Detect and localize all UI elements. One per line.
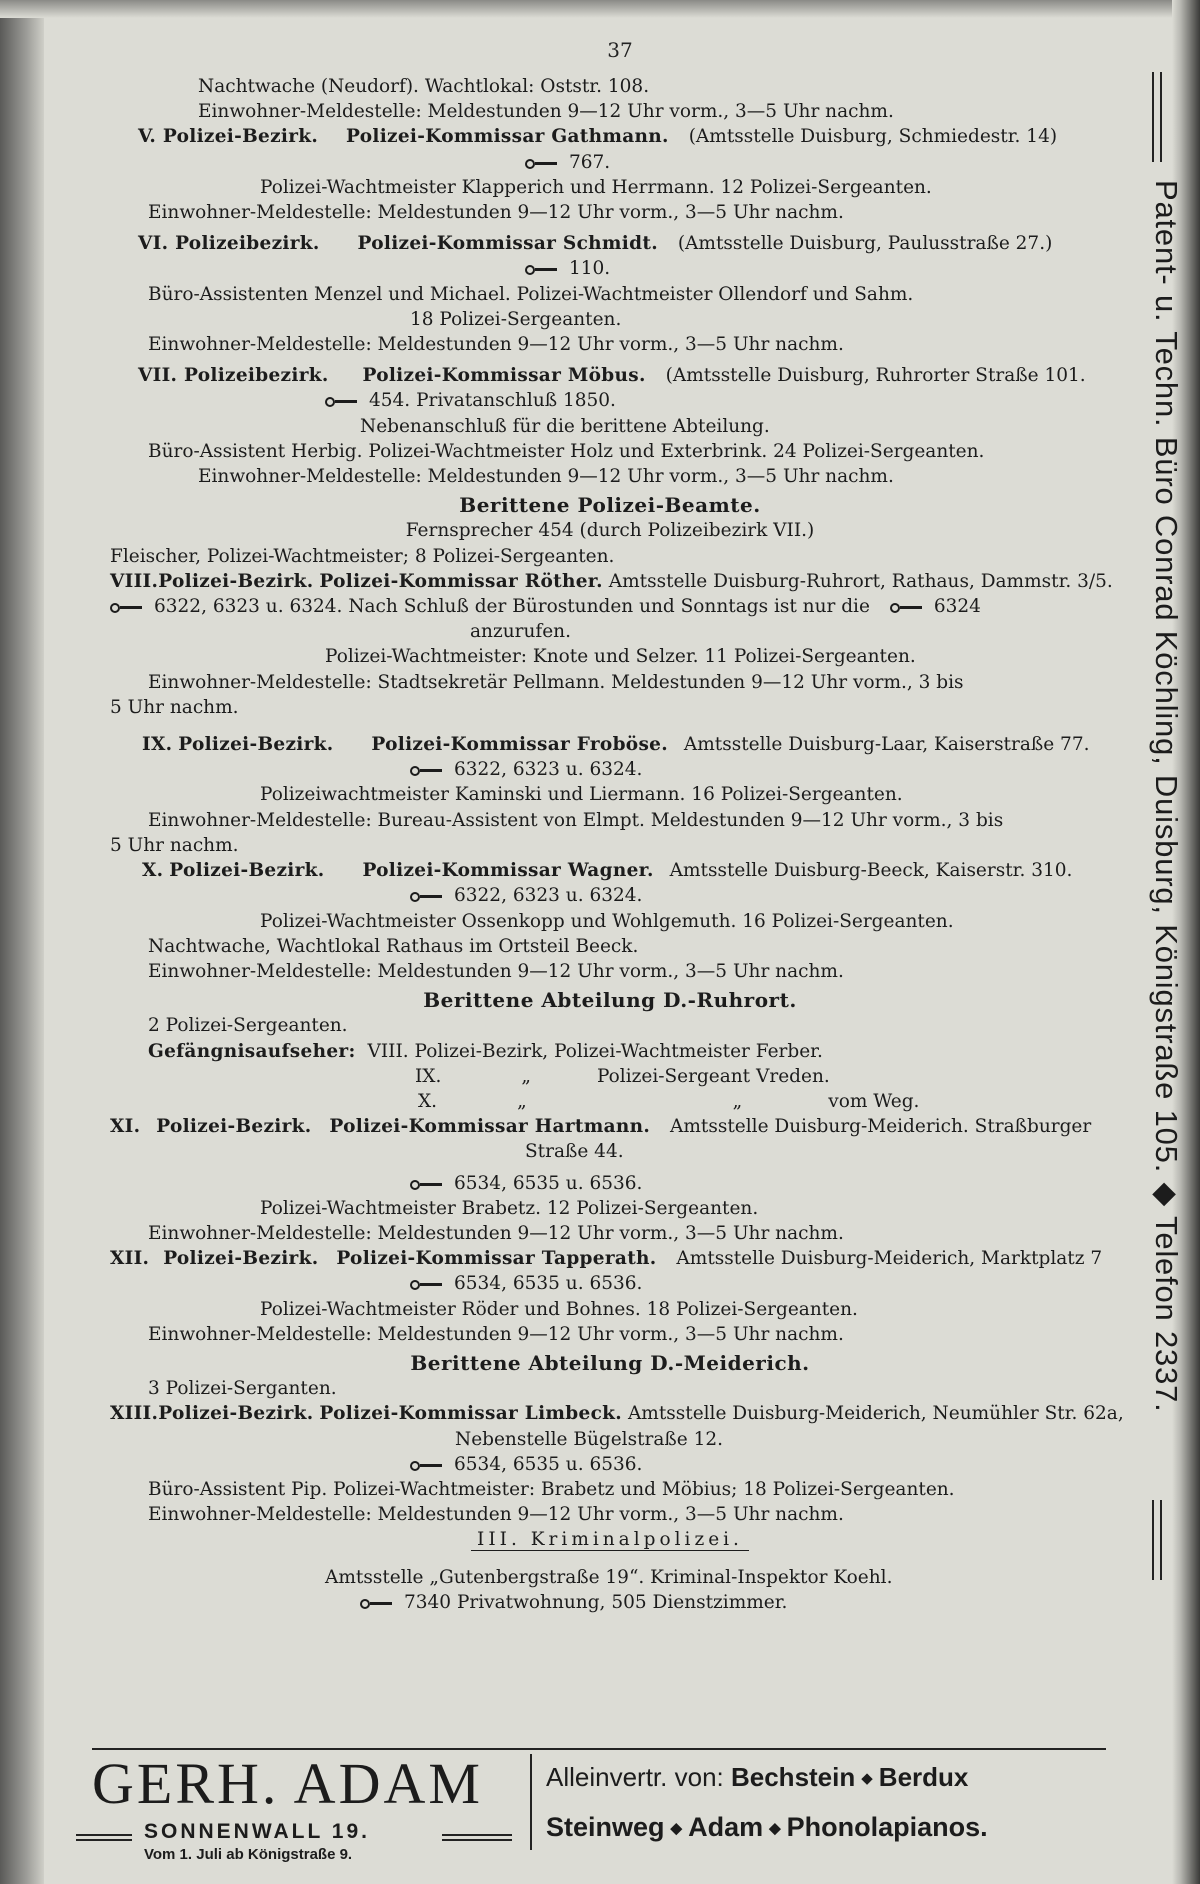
phone-line: 767. [110, 150, 1110, 175]
phone-line: 110. [110, 256, 1110, 281]
text-line: Einwohner-Meldestelle: Meldestunden 9—12 Uhr vorm., 3—5 Uhr nachm. [198, 101, 894, 123]
text-line: 5 Uhr nachm. [110, 834, 239, 856]
diamond-icon: ◆ [769, 1820, 781, 1837]
text-line: X. „ „ vom Weg. [418, 1090, 920, 1112]
text-line: 3 Polizei-Serganten. [148, 1378, 337, 1400]
text-line: Fernsprecher 454 (durch Polizeibezirk VII.) [405, 520, 815, 542]
page-number: 37 [607, 38, 633, 62]
district-heading-v: V. Polizei-Bezirk. Polizei-Kommissar Gathmann. (Amtsstelle Duisburg, Schmiedestr. 14) [138, 126, 1058, 148]
brand-line: Alleinvertr. von: Bechstein ◆ Berdux [546, 1762, 969, 1792]
text-line: Polizei-Wachtmeister Klapperich und Herrmann. 12 Polizei-Sergeanten. [260, 176, 932, 198]
divider [1152, 1500, 1154, 1580]
text-line: Polizei-Wachtmeister: Knote und Selzer. 11 Polizei-Sergeanten. [325, 646, 916, 668]
telephone-icon [410, 764, 444, 776]
text-line: 2 Polizei-Sergeanten. [148, 1015, 348, 1037]
telephone-icon [325, 395, 359, 407]
text-line: Einwohner-Meldestelle: Meldestunden 9—12 Uhr vorm., 3—5 Uhr nachm. [148, 960, 844, 982]
text-line: Straße 44. [525, 1141, 624, 1163]
divider [92, 1748, 1106, 1750]
text-line: Fleischer, Polizei-Wachtmeister; 8 Polizei-Sergeanten. [110, 545, 615, 567]
diamond-icon: ◆ [861, 1770, 873, 1787]
telephone-icon [360, 1597, 394, 1609]
telephone-icon [410, 1278, 444, 1290]
text-line: Gefängnisaufseher: VIII. Polizei-Bezirk, Polizei-Wachtmeister Ferber. [148, 1040, 823, 1062]
text-line: Polizei-Wachtmeister Röder und Bohnes. 18 Polizei-Sergeanten. [260, 1298, 858, 1320]
phone-line: 6322, 6323 u. 6324. Nach Schluß der Bürostunden und Sonntags ist nur die 6324 [110, 594, 1110, 619]
divider [76, 1839, 132, 1841]
phone-line: 6534, 6535 u. 6536. [110, 1452, 1110, 1477]
text-line: Einwohner-Meldestelle: Meldestunden 9—12 Uhr vorm., 3—5 Uhr nachm. [148, 202, 844, 224]
text-line: 5 Uhr nachm. [110, 696, 239, 718]
divider [530, 1754, 532, 1850]
section-heading: Berittene Abteilung D.-Meiderich. [410, 1350, 810, 1375]
district-heading-x: X. Polizei-Bezirk. Polizei-Kommissar Wagner. Amtsstelle Duisburg-Beeck, Kaiserstr. 310. [142, 860, 1073, 882]
district-heading-xi: XI. Polizei-Bezirk. Polizei-Kommissar Hartmann. Amtsstelle Duisburg-Meiderich. Straßburger [110, 1116, 1092, 1138]
text-line: Einwohner-Meldestelle: Meldestunden 9—12 Uhr vorm., 3—5 Uhr nachm. [198, 466, 894, 488]
advertisement-brands [546, 1760, 1106, 1854]
text-line: Nebenanschluß für die berittene Abteilung. [360, 415, 770, 437]
divider [1160, 1500, 1162, 1580]
advertiser-note: Vom 1. Juli ab Königstraße 9. [144, 1846, 353, 1863]
telephone-icon [110, 601, 144, 613]
text-line: Polizeiwachtmeister Kaminski und Liermann. 16 Polizei-Sergeanten. [260, 784, 903, 806]
text-line: Amtsstelle „Gutenbergstraße 19“. Kriminal-Inspektor Koehl. [325, 1566, 893, 1588]
telephone-icon [890, 601, 924, 613]
district-heading-vi: VI. Polizeibezirk. Polizei-Kommissar Schmidt. (Amtsstelle Duisburg, Paulusstraße 27.) [138, 233, 1053, 255]
text-line: Einwohner-Meldestelle: Stadtsekretär Pellmann. Meldestunden 9—12 Uhr vorm., 3 bis [148, 671, 964, 693]
section-heading: III. Kriminalpolizei. [110, 1527, 1110, 1552]
district-heading-viii: VIII.Polizei-Bezirk. Polizei-Kommissar Röther. Amtsstelle Duisburg-Ruhrort, Rathaus, Dammstr. 3/5. [110, 570, 1113, 592]
text-line: Büro-Assistent Herbig. Polizei-Wachtmeister Holz und Exterbrink. 24 Polizei-Sergeanten. [148, 440, 985, 462]
diamond-icon: ◆ [670, 1820, 683, 1837]
document-body [110, 74, 1124, 1615]
phone-line: 6534, 6535 u. 6536. [110, 1171, 1110, 1196]
phone-line: 6322, 6323 u. 6324. [110, 757, 1110, 782]
district-heading-vii: VII. Polizeibezirk. Polizei-Kommissar Möbus. (Amtsstelle Duisburg, Ruhrorter Straße 101. [138, 365, 1086, 387]
district-heading-ix: IX. Polizei-Bezirk. Polizei-Kommissar Froböse. Amtsstelle Duisburg-Laar, Kaiserstraße 77. [142, 734, 1090, 756]
text-line: 18 Polizei-Sergeanten. [410, 308, 622, 330]
district-heading-xiii: XIII.Polizei-Bezirk. Polizei-Kommissar Limbeck. Amtsstelle Duisburg-Meiderich, Neumühler Str. 62a, [110, 1403, 1124, 1425]
text-line: IX. „ Polizei-Sergeant Vreden. [415, 1065, 830, 1087]
phone-line: 454. Privatanschluß 1850. [110, 388, 1110, 413]
advertiser-name: GERH. ADAM [92, 1751, 483, 1816]
divider [442, 1834, 512, 1836]
text-line: Einwohner-Meldestelle: Meldestunden 9—12 Uhr vorm., 3—5 Uhr nachm. [148, 334, 844, 356]
text-line: Einwohner-Meldestelle: Meldestunden 9—12 Uhr vorm., 3—5 Uhr nachm. [148, 1504, 844, 1526]
telephone-icon [525, 263, 559, 275]
section-heading: Berittene Abteilung D.-Ruhrort. [423, 988, 797, 1013]
text-line: anzurufen. [470, 621, 571, 643]
telephone-icon [410, 1459, 444, 1471]
brand-line: Steinweg ◆ Adam ◆ Phonolapianos. [546, 1812, 988, 1842]
text-line: Büro-Assistenten Menzel und Michael. Polizei-Wachtmeister Ollendorf und Sahm. [148, 283, 914, 305]
text-line: Einwohner-Meldestelle: Meldestunden 9—12 Uhr vorm., 3—5 Uhr nachm. [148, 1323, 844, 1345]
text-line: Polizei-Wachtmeister Brabetz. 12 Polizei-Sergeanten. [260, 1197, 759, 1219]
text-line: Nachtwache (Neudorf). Wachtlokal: Oststr. 108. [198, 76, 650, 97]
scan-edge [0, 0, 1200, 18]
divider [1152, 72, 1154, 162]
scan-edge [0, 0, 44, 1884]
divider [1160, 72, 1162, 162]
section-heading: Berittene Polizei-Beamte. [459, 493, 761, 518]
text-line: Einwohner-Meldestelle: Meldestunden 9—12 Uhr vorm., 3—5 Uhr nachm. [148, 1222, 844, 1244]
phone-line: 6322, 6323 u. 6324. [110, 883, 1110, 908]
telephone-icon [410, 890, 444, 902]
divider [442, 1839, 512, 1841]
telephone-icon [525, 157, 559, 169]
side-advertisement: Patent- u. Techn. Büro Conrad Köchling, Duisburg, Königstraße 105. ◆ Telefon 2337. [1149, 180, 1184, 1413]
text-line: Nachtwache, Wachtlokal Rathaus im Ortsteil Beeck. [148, 935, 639, 957]
divider [76, 1834, 132, 1836]
text-line: Einwohner-Meldestelle: Bureau-Assistent von Elmpt. Meldestunden 9—12 Uhr vorm., 3 bis [148, 809, 1004, 831]
text-line: Nebenstelle Bügelstraße 12. [455, 1428, 724, 1450]
text-line: Büro-Assistent Pip. Polizei-Wachtmeister: Brabetz und Möbius; 18 Polizei-Sergeanten. [148, 1478, 955, 1500]
phone-line: 7340 Privatwohnung, 505 Dienstzimmer. [110, 1590, 1110, 1615]
text-line: Polizei-Wachtmeister Ossenkopp und Wohlgemuth. 16 Polizei-Sergeanten. [260, 910, 954, 932]
district-heading-xii: XII. Polizei-Bezirk. Polizei-Kommissar Tapperath. Amtsstelle Duisburg-Meiderich, Marktplatz 7 [110, 1248, 1103, 1270]
phone-line: 6534, 6535 u. 6536. [110, 1271, 1110, 1296]
advertisement [92, 1751, 1106, 1863]
advertiser-address: SONNENWALL 19. [144, 1820, 370, 1843]
telephone-icon [410, 1178, 444, 1190]
